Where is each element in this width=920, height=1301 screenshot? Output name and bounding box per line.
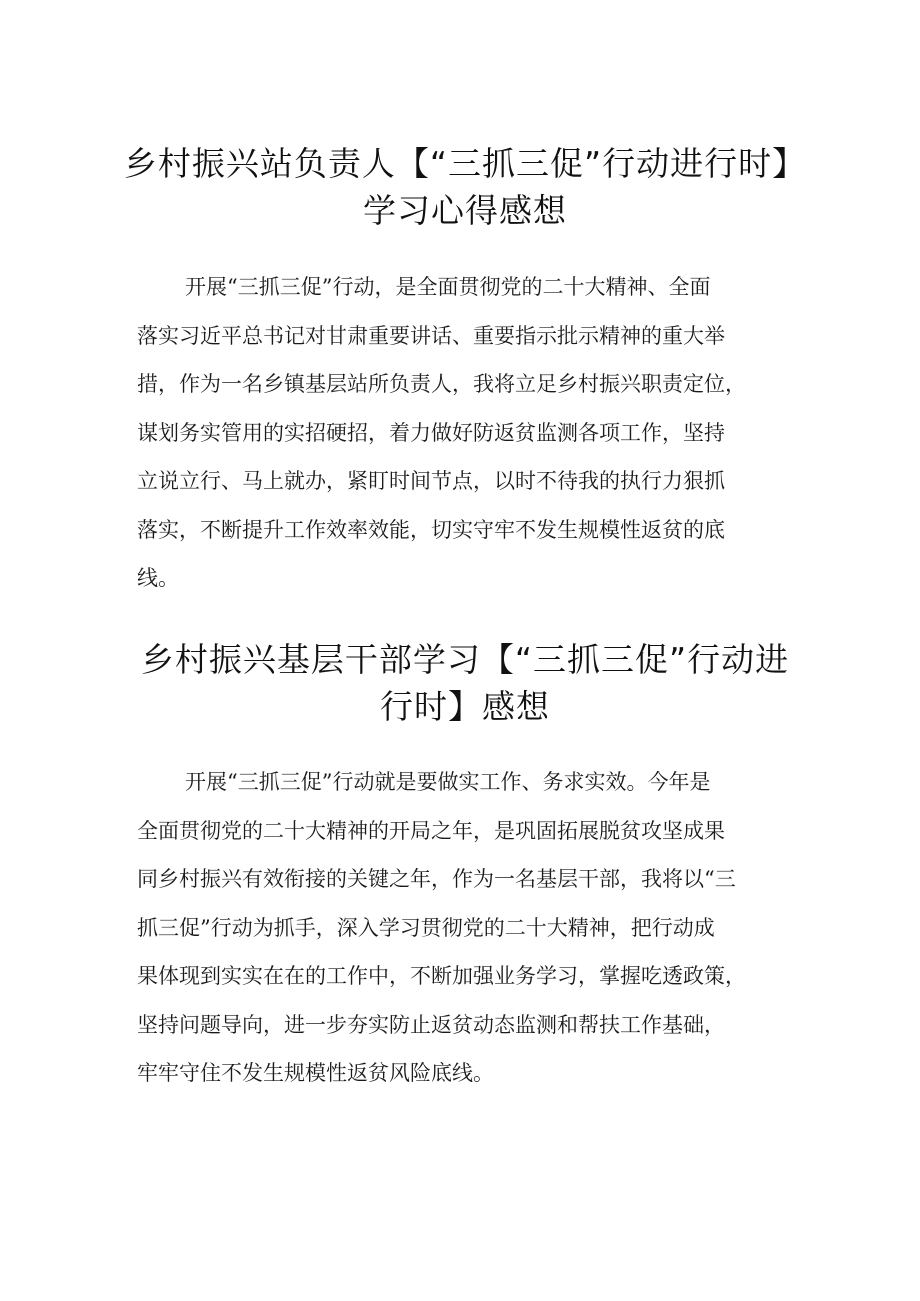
section-2-line-5: 果体现到实实在在的工作中，不断加强业务学习，掌握吃透政策， — [137, 964, 746, 988]
section-1-line-3: 措，作为一名乡镇基层站所负责人，我将立足乡村振兴职责定位， — [137, 372, 746, 396]
section-1-title — [120, 140, 810, 234]
section-1-line-6: 落实，不断提升工作效率效能，切实守牢不发生规模性返贫的底 — [137, 517, 725, 542]
section-2-line-6: 坚持问题导向，进一步夯实防止返贫动态监测和帮扶工作基础， — [137, 1012, 725, 1037]
section-1-line-1: 开展“三抓三促”行动，是全面贯彻党的二十大精神、全面 — [185, 275, 711, 299]
section-2-title — [120, 636, 810, 730]
section-1-title-line-1: 乡村振兴站负责人【“三抓三促”行动进行时】 — [123, 144, 807, 183]
section-2-line-7: 牢牢守住不发生规模性返贫风险底线。 — [137, 1061, 494, 1085]
section-2-title-line-1: 乡村振兴基层干部学习【“三抓三促”行动进 — [140, 640, 790, 679]
section-1-title-line-2: 学习心得感想 — [363, 191, 567, 230]
section-1-line-2: 落实习近平总书记对甘肃重要讲话、重要指示批示精神的重大举 — [137, 323, 725, 348]
section-2-line-1: 开展“三抓三促”行动就是要做实工作、务求实效。今年是 — [185, 770, 711, 794]
section-1-line-4: 谋划务实管用的实招硬招，着力做好防返贫监测各项工作，坚持 — [137, 420, 725, 445]
section-1-paragraph — [137, 263, 797, 603]
section-1-line-7: 线。 — [137, 566, 179, 590]
section-2-line-3: 同乡村振兴有效衔接的关键之年，作为一名基层干部，我将以“三 — [137, 867, 736, 891]
section-2-line-4: 抓三促”行动为抓手，深入学习贯彻党的二十大精神，把行动成 — [137, 915, 715, 940]
section-1-line-5: 立说立行、马上就办，紧盯时间节点，以时不待我的执行力狠抓 — [137, 469, 725, 493]
section-2-line-2: 全面贯彻党的二十大精神的开局之年，是巩固拓展脱贫攻坚成果 — [137, 818, 725, 843]
section-2-title-line-2: 行时】感想 — [380, 687, 550, 726]
section-2-paragraph — [137, 758, 797, 1098]
